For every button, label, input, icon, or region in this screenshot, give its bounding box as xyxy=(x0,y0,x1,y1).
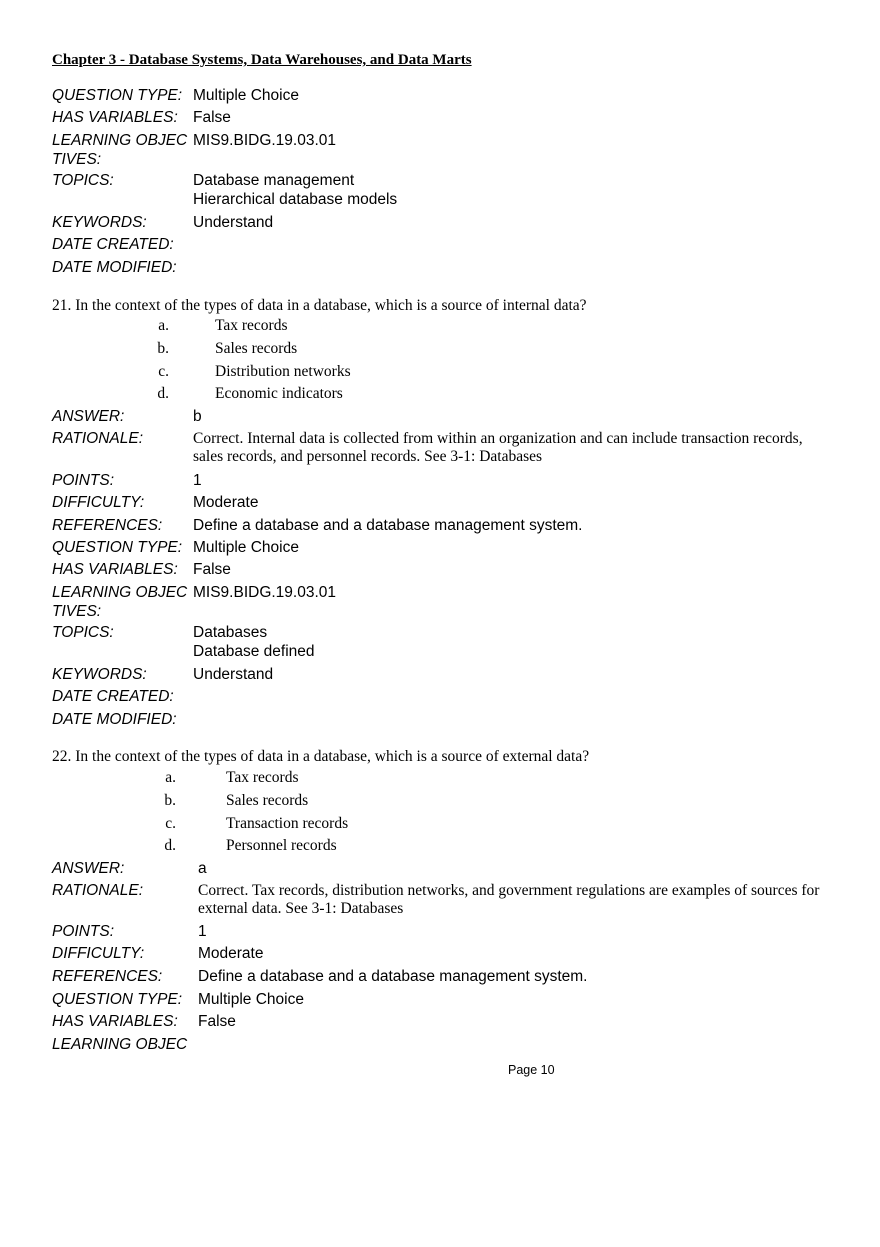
label-date-created: DATE CREATED: xyxy=(52,688,174,705)
value-keywords: Understand xyxy=(193,666,274,683)
value-topic-2: Hierarchical database models xyxy=(193,191,398,208)
value-rationale: Correct. Tax records, distribution networks, and government regulations are examples of sources for external data. See 3-1: Databases xyxy=(198,882,820,917)
value-topic-2: Database defined xyxy=(193,643,315,660)
q21-option-letter: b. xyxy=(157,340,169,357)
value-topic-1: Database management xyxy=(193,172,355,189)
label-date-modified: DATE MODIFIED: xyxy=(52,259,177,276)
q22-option-text: Tax records xyxy=(226,769,299,786)
q21-option-text: Sales records xyxy=(215,340,298,357)
question-21-text: 21. In the context of the types of data in a database, which is a source of internal data? xyxy=(52,297,587,314)
label-has-variables: HAS VARIABLES: xyxy=(52,109,178,126)
label-difficulty: DIFFICULTY: xyxy=(52,945,145,962)
label-has-variables: HAS VARIABLES: xyxy=(52,561,178,578)
q21-option-letter: c. xyxy=(158,363,169,380)
question-22-text: 22. In the context of the types of data in a database, which is a source of external data? xyxy=(52,748,590,765)
value-points: 1 xyxy=(198,923,207,940)
label-learning-objectives-cont: TIVES: xyxy=(52,603,102,620)
label-learning-objectives: LEARNING OBJEC xyxy=(52,584,188,601)
value-answer: a xyxy=(198,860,207,877)
q21-option-text: Economic indicators xyxy=(215,385,343,402)
label-date-modified: DATE MODIFIED: xyxy=(52,711,177,728)
label-references: REFERENCES: xyxy=(52,968,163,985)
page-number: Page 10 xyxy=(508,1063,555,1077)
label-learning-objectives: LEARNING OBJEC xyxy=(52,132,188,149)
label-points: POINTS: xyxy=(52,472,115,489)
q22-option-text: Sales records xyxy=(226,792,309,809)
value-learning-objectives: MIS9.BIDG.19.03.01 xyxy=(193,132,337,149)
q21-option-letter: a. xyxy=(158,317,169,334)
value-keywords: Understand xyxy=(193,214,274,231)
q21-option-text: Distribution networks xyxy=(215,363,351,380)
value-answer: b xyxy=(193,408,202,425)
value-has-variables: False xyxy=(198,1013,236,1030)
value-question-type: Multiple Choice xyxy=(198,991,304,1008)
label-date-created: DATE CREATED: xyxy=(52,236,174,253)
label-question-type: QUESTION TYPE: xyxy=(52,539,183,556)
value-question-type: Multiple Choice xyxy=(193,539,299,556)
value-difficulty: Moderate xyxy=(193,494,259,511)
label-answer: ANSWER: xyxy=(52,408,125,425)
label-learning-objectives-cont: TIVES: xyxy=(52,151,102,168)
label-rationale: RATIONALE: xyxy=(52,882,144,899)
q22-option-letter: d. xyxy=(164,837,176,854)
value-points: 1 xyxy=(193,472,202,489)
value-topic-1: Databases xyxy=(193,624,268,641)
label-learning-objectives: LEARNING OBJEC xyxy=(52,1036,188,1053)
label-keywords: KEYWORDS: xyxy=(52,666,147,683)
q22-option-letter: b. xyxy=(164,792,176,809)
label-question-type: QUESTION TYPE: xyxy=(52,991,183,1008)
q22-option-letter: c. xyxy=(165,815,176,832)
value-references: Define a database and a database management system. xyxy=(193,517,583,534)
label-question-type: QUESTION TYPE: xyxy=(52,87,183,104)
value-question-type: Multiple Choice xyxy=(193,87,299,104)
value-has-variables: False xyxy=(193,109,231,126)
q21-option-letter: d. xyxy=(157,385,169,402)
label-points: POINTS: xyxy=(52,923,115,940)
value-difficulty: Moderate xyxy=(198,945,264,962)
q21-option-text: Tax records xyxy=(215,317,288,334)
value-has-variables: False xyxy=(193,561,231,578)
value-references: Define a database and a database management system. xyxy=(198,968,588,985)
label-rationale: RATIONALE: xyxy=(52,430,144,447)
chapter-title: Chapter 3 - Database Systems, Data Warehouses, and Data Marts xyxy=(52,52,472,68)
label-topics: TOPICS: xyxy=(52,172,114,189)
label-answer: ANSWER: xyxy=(52,860,125,877)
label-difficulty: DIFFICULTY: xyxy=(52,494,145,511)
label-references: REFERENCES: xyxy=(52,517,163,534)
q22-option-text: Personnel records xyxy=(226,837,337,854)
q22-option-letter: a. xyxy=(165,769,176,786)
value-rationale: Correct. Internal data is collected from within an organization and can include transaction records, sales records, and personnel records. See 3-1: Databases xyxy=(193,430,803,465)
value-learning-objectives: MIS9.BIDG.19.03.01 xyxy=(193,584,337,601)
q22-option-text: Transaction records xyxy=(226,815,349,832)
label-has-variables: HAS VARIABLES: xyxy=(52,1013,178,1030)
label-topics: TOPICS: xyxy=(52,624,114,641)
label-keywords: KEYWORDS: xyxy=(52,214,147,231)
